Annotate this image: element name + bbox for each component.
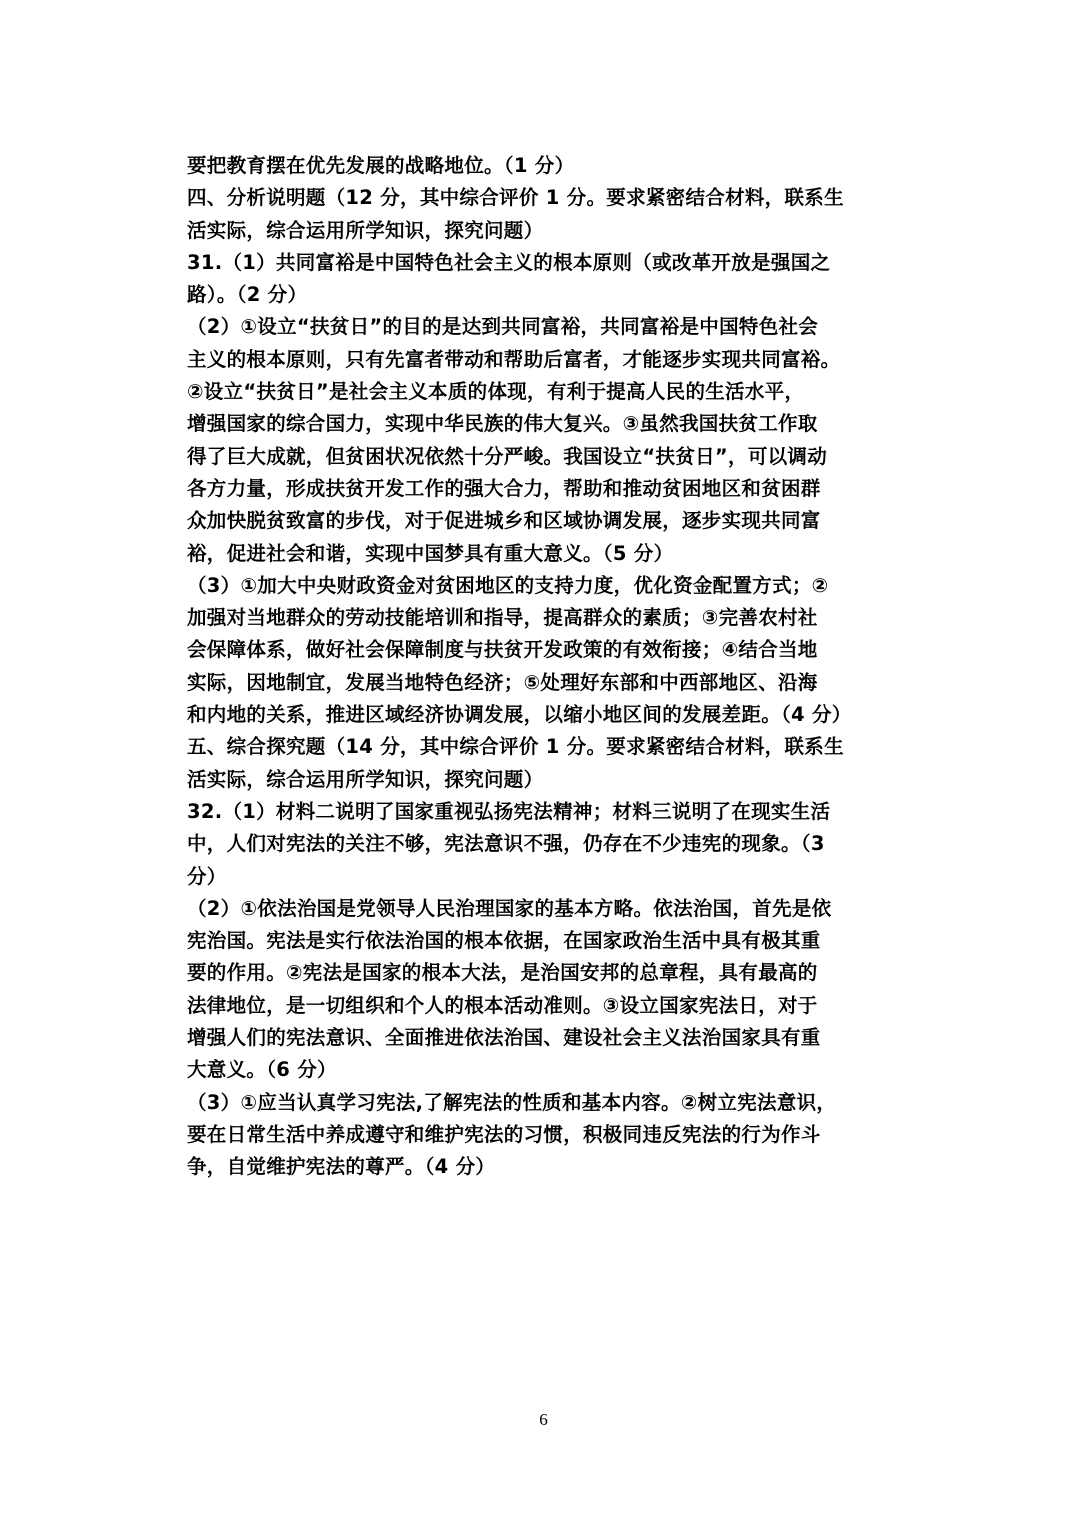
text-line: 分） — [187, 864, 227, 888]
answer-text-block — [187, 150, 903, 1184]
text-line: （2）①依法治国是党领导人民治理国家的基本方略。依法治国，首先是依 — [187, 896, 832, 920]
text-line: 实际，因地制宜，发展当地特色经济；⑤处理好东部和中西部地区、沿海 — [187, 670, 818, 694]
text-line: 主义的根本原则，只有先富者带动和帮助后富者，才能逐步实现共同富裕。 — [187, 347, 841, 371]
text-line: 宪治国。宪法是实行依法治国的根本依据，在国家政治生活中具有极其重 — [187, 929, 821, 953]
text-line: 活实际，综合运用所学知识，探究问题） — [187, 218, 544, 242]
text-line: （2）①设立“扶贫日”的目的是达到共同富裕，共同富裕是中国特色社会 — [187, 315, 819, 339]
text-line: 裕，促进社会和谐，实现中国梦具有重大意义。（5 分） — [187, 541, 674, 565]
text-line: ②设立“扶贫日”是社会主义本质的体现，有利于提高人民的生活水平， — [187, 380, 805, 404]
section-heading-inquiry: 五、综合探究题（14 分，其中综合评价 1 分。要求紧密结合材料，联系生 — [187, 735, 844, 759]
section-heading-analysis: 四、分析说明题（12 分，其中综合评价 1 分。要求紧密结合材料，联系生 — [187, 186, 844, 210]
text-line: 要把教育摆在优先发展的战略地位。（1 分） — [187, 154, 575, 177]
page-number: 6 — [539, 1410, 548, 1429]
text-line: 加强对当地群众的劳动技能培训和指导，提高群众的素质；③完善农村社 — [187, 606, 818, 630]
text-line: （3）①加大中央财政资金对贫困地区的支持力度，优化资金配置方式；② — [187, 573, 829, 597]
text-line: 大意义。（6 分） — [187, 1058, 337, 1082]
text-line: 和内地的关系，推进区域经济协调发展，以缩小地区间的发展差距。（4 分） — [187, 703, 852, 727]
question-32-line: 32.（1）材料二说明了国家重视弘扬宪法精神；材料三说明了在现实生活 — [187, 799, 831, 823]
text-line: 争，自觉维护宪法的尊严。（4 分） — [187, 1155, 496, 1179]
text-line: 增强国家的综合国力，实现中华民族的伟大复兴。③虽然我国扶贫工作取 — [187, 412, 818, 436]
text-line: 中，人们对宪法的关注不够，宪法意识不强，仍存在不少违宪的现象。（3 — [187, 832, 825, 856]
question-31-line: 31.（1）共同富裕是中国特色社会主义的根本原则（或改革开放是强国之 — [187, 250, 831, 274]
text-line: 各方力量，形成扶贫开发工作的强大合力，帮助和推动贫困地区和贫困群 — [187, 476, 821, 500]
text-line: 要在日常生活中养成遵守和维护宪法的习惯，积极同违反宪法的行为作斗 — [187, 1122, 821, 1146]
text-line: 活实际，综合运用所学知识，探究问题） — [187, 767, 544, 791]
text-line: 会保障体系，做好社会保障制度与扶贫开发政策的有效衔接；④结合当地 — [187, 638, 818, 662]
text-line: 法律地位，是一切组织和个人的根本活动准则。③设立国家宪法日，对于 — [187, 993, 818, 1017]
text-line: 要的作用。②宪法是国家的根本大法，是治国安邦的总章程，具有最高的 — [187, 961, 818, 985]
text-line: 得了巨大成就，但贫困状况依然十分严峻。我国设立“扶贫日”，可以调动 — [187, 444, 828, 468]
text-line: （3）①应当认真学习宪法,了解宪法的性质和基本内容。②树立宪法意识， — [187, 1090, 837, 1114]
text-line: 增强人们的宪法意识、全面推进依法治国、建设社会主义法治国家具有重 — [187, 1026, 821, 1050]
text-line: 路）。（2 分） — [187, 283, 308, 307]
text-line: 众加快脱贫致富的步伐，对于促进城乡和区域协调发展，逐步实现共同富 — [187, 509, 821, 533]
